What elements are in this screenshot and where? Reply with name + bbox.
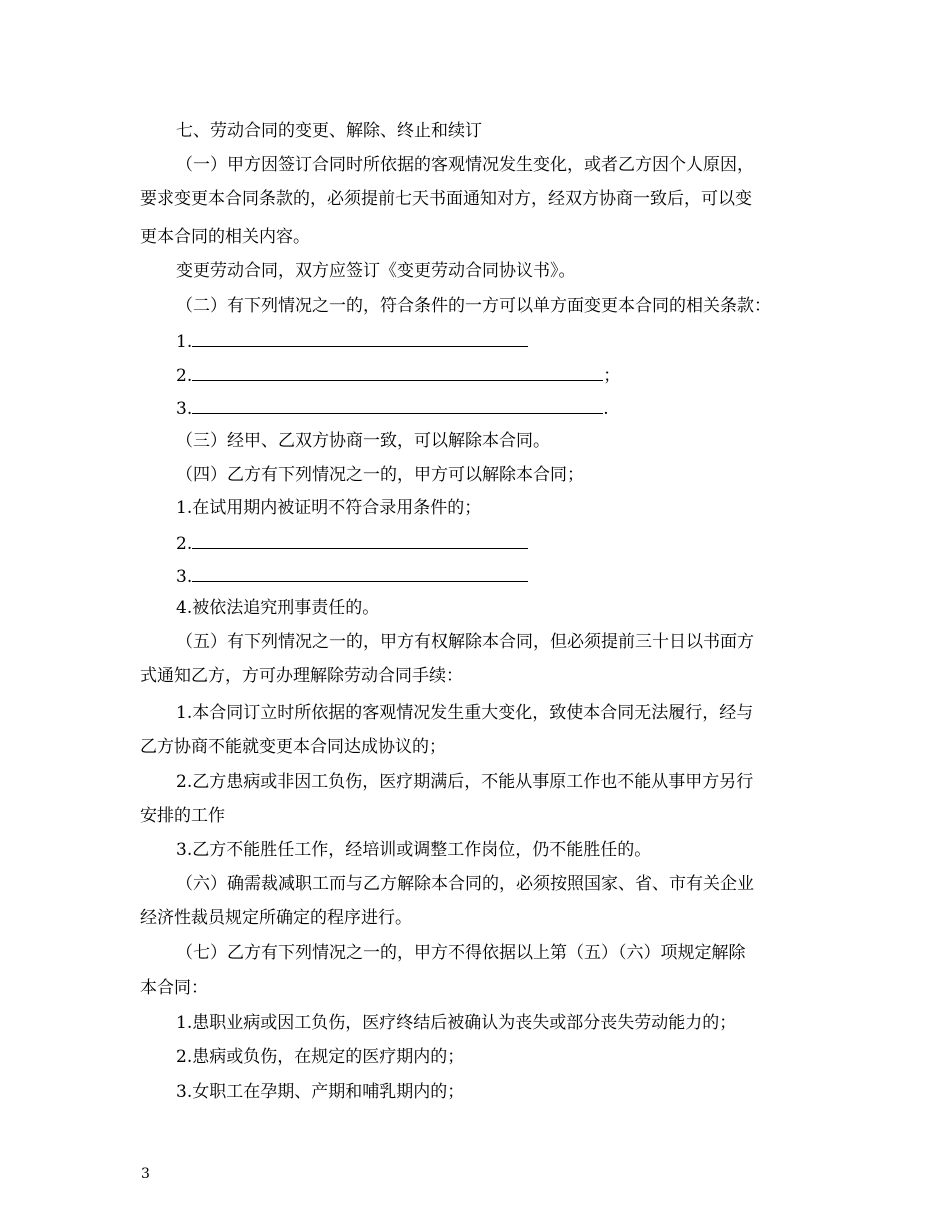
list-item: 2.患病或负伤，在规定的医疗期内的； [176, 1047, 465, 1067]
list-item-line-1: 2.乙方患病或非因工负伤，医疗期满后，不能从事原工作也不能从事甲方另行 [176, 772, 754, 792]
list-item: 1.在试用期内被证明不符合录用条件的； [176, 498, 482, 518]
item-number: 3. [176, 399, 193, 419]
blank-item [176, 565, 528, 587]
fill-in-blank [192, 364, 603, 381]
item-number: 3. [176, 567, 193, 587]
paragraph-1-line-3: 更本合同的相关内容。 [140, 227, 310, 247]
paragraph-2: 变更劳动合同，双方应签订《变更劳动合同协议书》。 [176, 261, 576, 281]
list-item: 1.患职业病或因工负伤，医疗终结后被确认为丧失或部分丧失劳动能力的； [176, 1013, 737, 1033]
fill-in-blank [192, 397, 603, 414]
fill-in-blank [192, 330, 528, 347]
section-heading: 七、劳动合同的变更、解除、终止和续订 [176, 121, 482, 141]
paragraph-3: （二）有下列情况之一的，符合条件的一方可以单方面变更本合同的相关条款： [176, 296, 771, 316]
item-number: 2. [176, 534, 193, 554]
paragraph-7-line-1: （六）确需裁减职工而与乙方解除本合同的，必须按照国家、省、市有关企业 [176, 874, 754, 894]
blank-item [176, 532, 528, 554]
list-item-line-2: 乙方协商不能就变更本合同达成协议的； [140, 737, 446, 757]
item-number: 2. [176, 366, 193, 386]
fill-in-blank [192, 532, 528, 549]
list-item: 3.女职工在孕期、产期和哺乳期内的； [176, 1082, 465, 1102]
item-tail: . [603, 399, 609, 419]
blank-item [176, 397, 609, 419]
paragraph-8-line-1: （七）乙方有下列情况之一的，甲方不得依据以上第（五）（六）项规定解除 [176, 943, 746, 963]
page-number: 3 [141, 1166, 150, 1182]
list-item-line-1: 3.乙方不能胜任工作，经培训或调整工作岗位，仍不能胜任的。 [176, 840, 652, 860]
paragraph-7-line-2: 经济性裁员规定所确定的程序进行。 [140, 908, 412, 928]
paragraph-6-line-2: 式通知乙方，方可办理解除劳动合同手续： [140, 666, 463, 686]
paragraph-4: （三）经甲、乙双方协商一致，可以解除本合同。 [176, 431, 550, 451]
fill-in-blank [192, 565, 528, 582]
blank-item [176, 330, 528, 352]
list-item-line-2: 安排的工作 [140, 806, 225, 826]
paragraph-1-line-1: （一）甲方因签订合同时所依据的客观情况发生变化，或者乙方因个人原因， [176, 155, 754, 175]
list-item: 4.被依法追究刑事责任的。 [176, 598, 380, 618]
list-item-line-1: 1.本合同订立时所依据的客观情况发生重大变化，致使本合同无法履行，经与 [176, 703, 754, 723]
item-tail: ； [603, 366, 621, 386]
paragraph-8-line-2: 本合同： [140, 978, 208, 998]
paragraph-6-line-1: （五）有下列情况之一的，甲方有权解除本合同，但必须提前三十日以书面方 [176, 632, 754, 652]
item-number: 1. [176, 332, 193, 352]
blank-item [176, 364, 620, 386]
paragraph-1-line-2: 要求变更本合同条款的，必须提前七天书面通知对方，经双方协商一致后，可以变 [140, 189, 752, 209]
paragraph-5: （四）乙方有下列情况之一的，甲方可以解除本合同； [176, 465, 584, 485]
